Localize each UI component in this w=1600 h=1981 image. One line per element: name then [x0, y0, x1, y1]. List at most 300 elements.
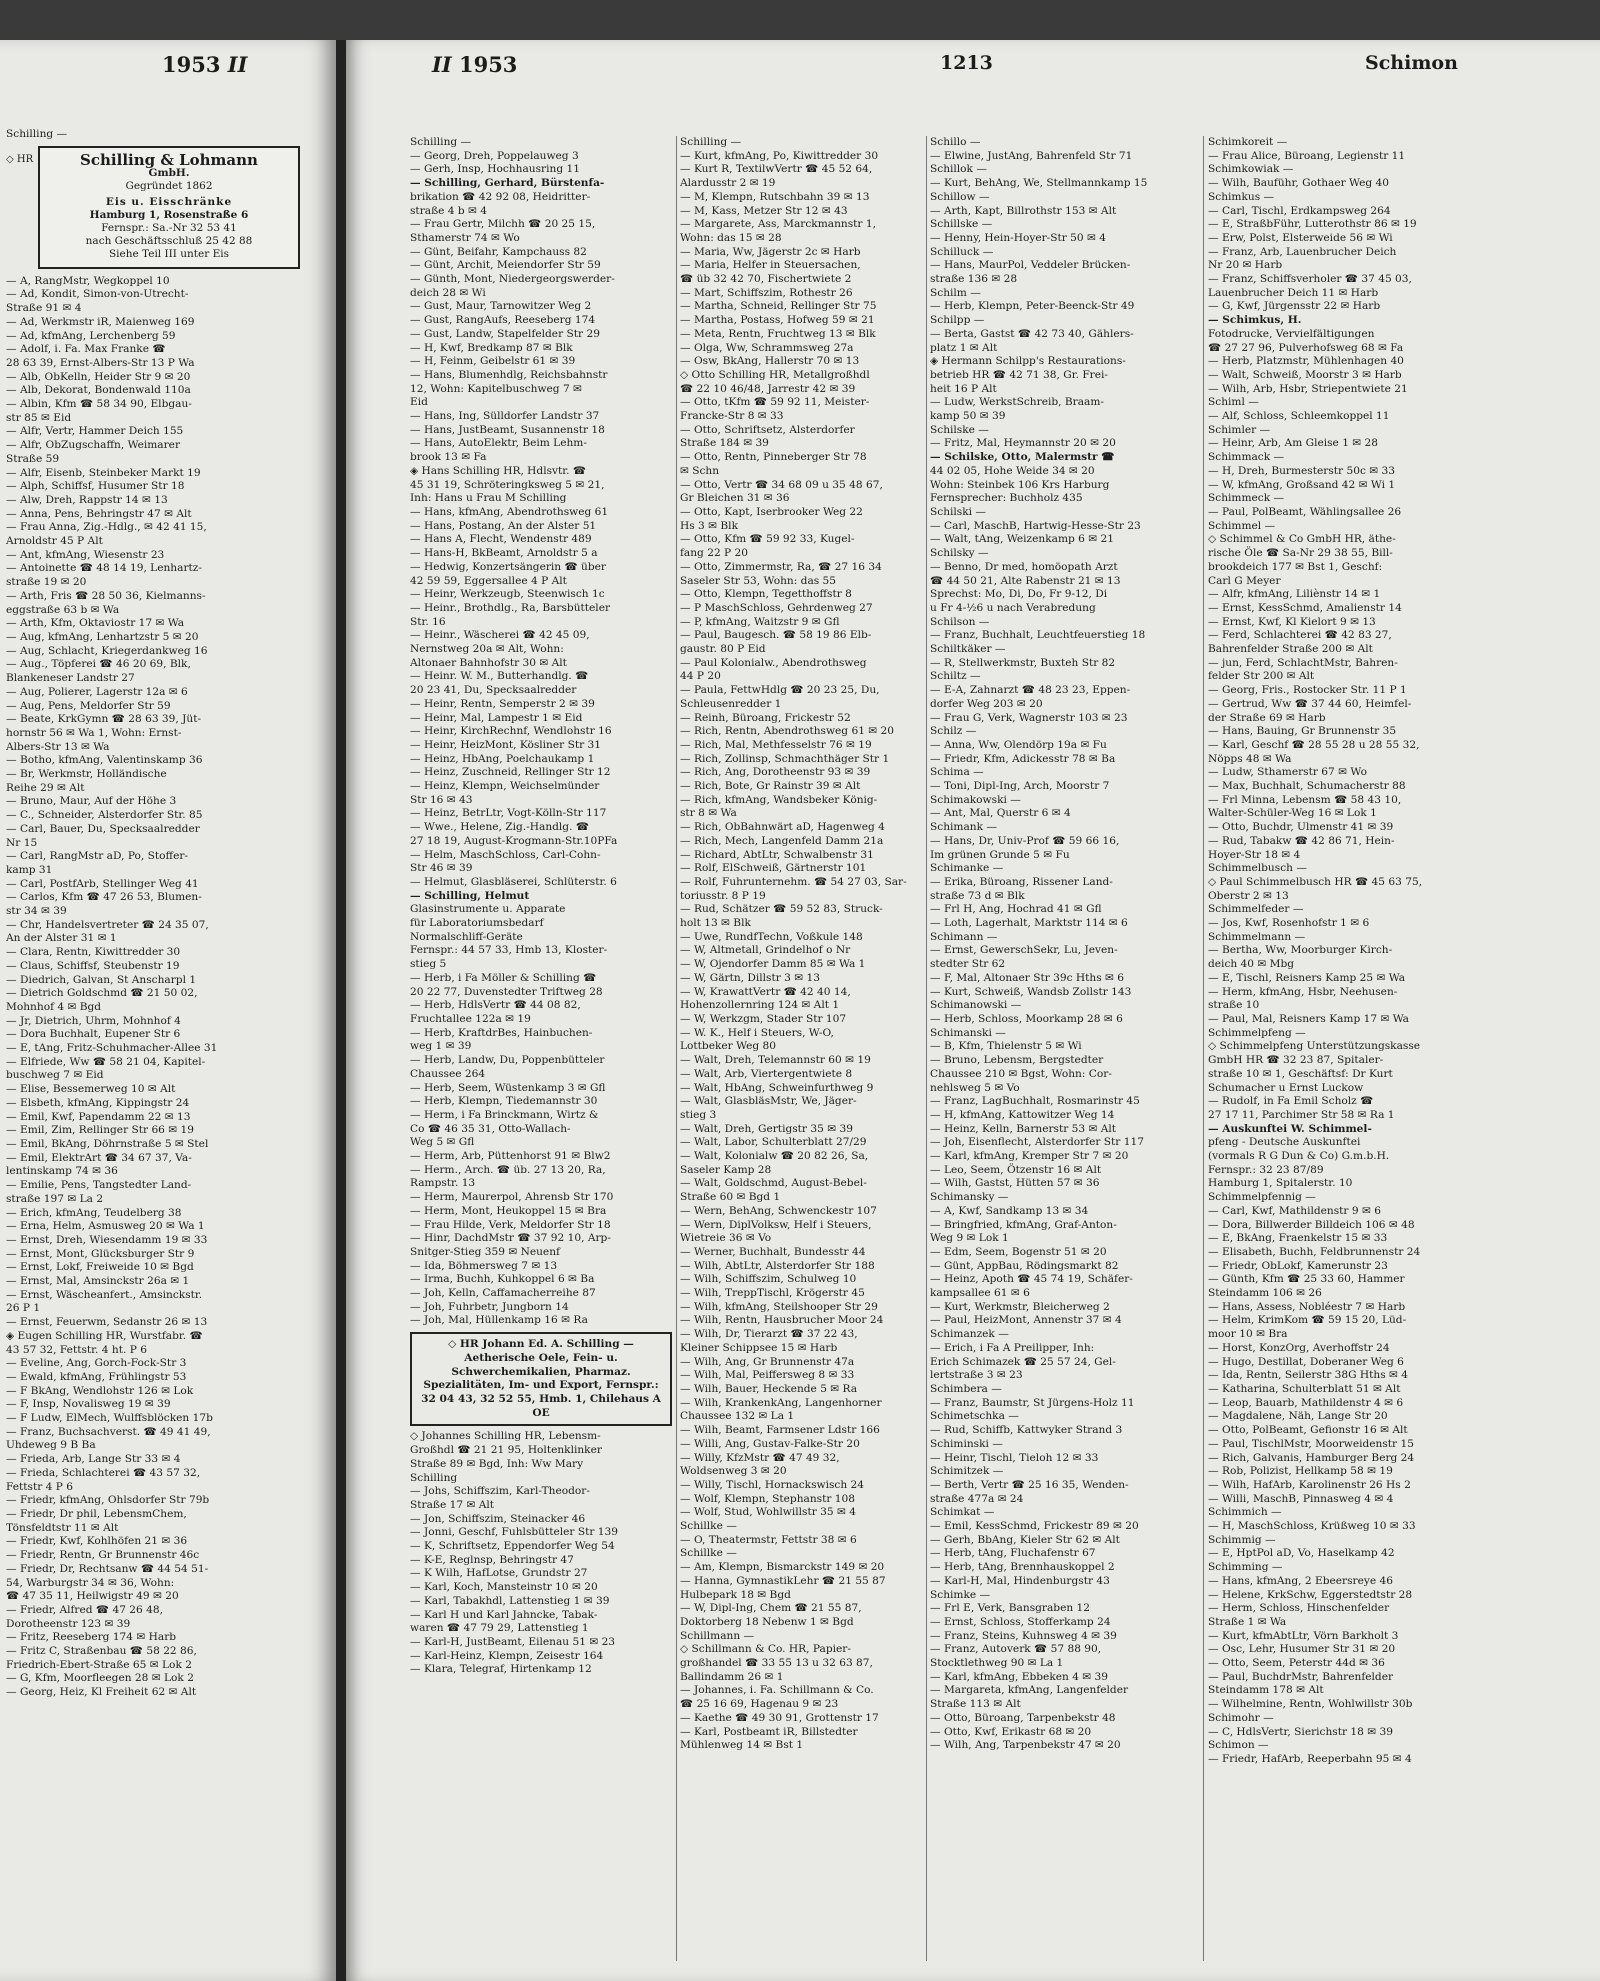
running-head: Schilling —	[6, 128, 68, 140]
rc2-entry: Schiltz —	[930, 670, 981, 683]
rc1-entry: Kleiner Schippsee 15 ✉ Harb	[680, 1341, 838, 1354]
rc0-entry: — Irma, Buchh, Kuhkoppel 6 ✉ Ba	[410, 1273, 595, 1286]
rc2-entry: Weg 9 ✉ Lok 1	[930, 1232, 1009, 1245]
rc3-entry: deich 40 ✉ Mbg	[1208, 958, 1295, 971]
rc2-entry: straße 136 ✉ 28	[930, 273, 1018, 286]
rc0-entry: — Herm, Maurerpol, Ahrensb Str 170	[410, 1191, 614, 1204]
rc3-entry: — Ludw, Sthamerstr 67 ✉ Wo	[1208, 766, 1367, 779]
left-entry: Fettstr 4 P 6	[6, 1480, 74, 1493]
rc2-entry: — Bringfried, kfmAng, Graf-Anton-	[930, 1218, 1117, 1231]
rc1-entry: Schleusenredder 1	[680, 697, 782, 710]
rc3-entry: — Franz, Arb, Lauenbrucher Deich	[1208, 245, 1397, 258]
rc3-entry: — Bertha, Ww, Moorburger Kirch-	[1208, 944, 1393, 957]
rc3-entry: Schumacher u Ernst Luckow	[1208, 1081, 1364, 1094]
rc3-entry: Nöpps 48 ✉ Wa	[1208, 752, 1292, 765]
rc3-entry: — Schimkus, H.	[1208, 314, 1302, 327]
left-entry: — Ernst, Dreh, Wiesendamm 19 ✉ 33	[6, 1233, 208, 1246]
rc0-entry: — H, Feinm, Geibelstr 61 ✉ 39	[410, 355, 576, 368]
rc3-entry: — Ernst, KessSchmd, Amalienstr 14	[1208, 601, 1402, 614]
rc1-entry: Chaussee 132 ✉ La 1	[680, 1410, 795, 1423]
rc0-entry: — Herb, Seem, Wüstenkamp 3 ✉ Gfl	[410, 1081, 606, 1094]
rc2-entry: — Karl, kfmAng, Kremper Str 7 ✉ 20	[930, 1150, 1129, 1163]
rc0-entry: — Jonni, Geschf, Fuhlsbütteler Str 139	[410, 1526, 619, 1539]
left-entry: straße 197 ✉ La 2	[6, 1192, 104, 1205]
rc3-entry: — Paul, PolBeamt, Wählingsallee 26	[1208, 505, 1402, 518]
rc0-entry: Sthamerstr 74 ✉ Wo	[410, 231, 520, 244]
rc1-entry: Schillmann —	[680, 1629, 755, 1642]
left-entry: — Emil, Kwf, Papendamm 22 ✉ 13	[6, 1110, 191, 1123]
rc2-entry: Straße 113 ✉ Alt	[930, 1698, 1021, 1711]
rc3-entry: — Hans, Bauing, Gr Brunnenstr 35	[1208, 725, 1397, 738]
rc1-entry: — P MaschSchloss, Gehrdenweg 27	[680, 601, 873, 614]
rc1-entry: — Walt, Arb, Viertergentwiete 8	[680, 1067, 853, 1080]
rc3-entry: — E, BkAng, Fraenkelstr 15 ✉ 33	[1208, 1232, 1388, 1245]
rc3-entry: — E, Tischl, Reisners Kamp 25 ✉ Wa	[1208, 971, 1406, 984]
rc3-entry: Schimmel —	[1208, 519, 1276, 532]
rc1-entry: — Hanna, GymnastikLehr ☎ 21 55 87	[680, 1574, 886, 1587]
left-entry: str 34 ✉ 39	[6, 905, 67, 918]
left-entry: — E, tAng, Fritz-Schuhmacher-Allee 31	[6, 1042, 218, 1055]
rc0-entry: ◈ Hans Schilling HR, Hdlsvtr. ☎	[410, 464, 587, 477]
rc3-entry: 27 17 11, Parchimer Str 58 ✉ Ra 1	[1208, 1108, 1395, 1121]
rc0-entry: weg 1 ✉ 39	[410, 1040, 472, 1053]
rc1-entry: — Wilh, AbtLtr, Alsterdorfer Str 188	[680, 1259, 875, 1272]
rc1-entry: — Rud, Schätzer ☎ 59 52 83, Struck-	[680, 903, 883, 916]
rc0-entry: Fernspr.: 44 57 33, Hmb 13, Kloster-	[410, 944, 608, 957]
left-entry: — Clara, Rentn, Kiwittredder 30	[6, 946, 181, 959]
rc3-entry: — Alf, Schloss, Schleemkoppel 11	[1208, 410, 1390, 423]
left-entry: — F, Insp, Novalisweg 19 ✉ 39	[6, 1398, 171, 1411]
rc2-entry: Schimkat —	[930, 1506, 995, 1519]
left-entry: — Dietrich Goldschmd ☎ 21 50 02,	[6, 987, 198, 1000]
rc2-entry: — Erich, i Fa A Preilipper, Inh:	[930, 1341, 1095, 1354]
rc2-entry: — Herb, Klempn, Peter-Beenck-Str 49	[930, 300, 1135, 313]
left-entry: — Alb, ObKelln, Heider Str 9 ✉ 20	[6, 370, 191, 383]
rc1-entry: — Paul, Baugesch. ☎ 58 19 86 Elb-	[680, 629, 872, 642]
rc0-entry: Normalschliff-Geräte	[410, 930, 523, 943]
left-entry: — Carl, PostfArb, Stellinger Weg 41	[6, 877, 199, 890]
rc2-entry: — Karl, kfmAng, Ebbeken 4 ✉ 39	[930, 1670, 1109, 1683]
left-entry: — G, Kfm, Moorfleegen 28 ✉ Lok 2	[6, 1672, 194, 1685]
rc0-entry: Großhdl ☎ 21 21 95, Holtenklinker	[410, 1444, 602, 1457]
rc0-entry: 42 59 59, Eggersallee 4 P Alt	[410, 574, 567, 587]
rc2-entry: — Heinz, Apoth ☎ 45 74 19, Schäfer-	[930, 1273, 1133, 1286]
rc3-entry: Bahrenfelder Straße 200 ✉ Alt	[1208, 643, 1373, 656]
rc3-entry: Schimmelbusch —	[1208, 862, 1307, 875]
rc0-entry: — Hans-H, BkBeamt, Arnoldstr 5 a	[410, 547, 598, 560]
rc1-entry: — Otto, Schriftsetz, Alsterdorfer	[680, 423, 855, 436]
rc3-entry: — Dora, Billwerder Billdeich 106 ✉ 48	[1208, 1218, 1415, 1231]
rc3-entry: Schimmelpfennig —	[1208, 1191, 1316, 1204]
left-entry: — Alfr, Vertr, Hammer Deich 155	[6, 425, 184, 438]
rc3-entry: Schiml —	[1208, 396, 1259, 409]
rc3-entry: — E, HptPol aD, Vo, Haselkamp 42	[1208, 1547, 1395, 1560]
rc2-entry: — E-A, Zahnarzt ☎ 48 23 23, Eppen-	[930, 684, 1131, 697]
rc0-entry: — Schilling, Gerhard, Bürstenfa-	[410, 177, 605, 190]
rc1-entry: Doktorberg 18 Nebenw 1 ✉ Bgd	[680, 1615, 854, 1628]
rc0-entry: — Heinr, Werkzeugb, Steenwisch 1c	[410, 588, 605, 601]
rc3-entry: — Franz, Schiffsverholer ☎ 37 45 03,	[1208, 273, 1412, 286]
left-entry: — Eveline, Ang, Gorch-Fock-Str 3	[6, 1357, 187, 1370]
rc1-entry: — Wilh, kfmAng, Steilshooper Str 29	[680, 1300, 878, 1313]
rc2-entry: — Walt, tAng, Weizenkamp 6 ✉ 21	[930, 533, 1114, 546]
rc0-entry: — Klara, Telegraf, Hirtenkamp 12	[410, 1663, 592, 1676]
rc1-entry: — Kurt, kfmAng, Po, Kiwittredder 30	[680, 149, 879, 162]
left-entry: — Jr, Dietrich, Uhrm, Mohnhof 4	[6, 1014, 181, 1027]
rc2-entry: straße 477a ✉ 24	[930, 1492, 1024, 1505]
left-entry: — Ernst, Mal, Amsinckstr 26a ✉ 1	[6, 1275, 190, 1288]
rc1-entry: Woldsenweg 3 ✉ 20	[680, 1465, 787, 1478]
rc3-entry: — Rud, Tabakw ☎ 42 86 71, Hein-	[1208, 834, 1395, 847]
left-entry: — Beate, KrkGymn ☎ 28 63 39, Jüt-	[6, 713, 202, 726]
rc0-entry: — Hans, Blumenhdlg, Reichsbahnstr	[410, 368, 608, 381]
left-entry: — Georg, Heiz, Kl Freiheit 62 ✉ Alt	[6, 1686, 197, 1699]
rc1-entry: — Wilh, Beamt, Farmsener Ldstr 166	[680, 1424, 880, 1437]
right-column-1	[410, 136, 672, 1966]
rc2-entry: — Edm, Seem, Bogenstr 51 ✉ 20	[930, 1245, 1107, 1258]
rc1-entry: — Wolf, Klempn, Stephanstr 108	[680, 1492, 856, 1505]
right-column-4	[1208, 136, 1444, 1966]
rc0-entry: ◇ HR Johann Ed. A. Schilling — Aetherische Oele, Fein- u. Schwerchemikalien, Pharmaz. Spezialitäten, Im- und Export, Fernspr.: 32 04 43, 32 52 55, Hmb. 1, Chilehaus A OE	[410, 1332, 672, 1426]
rc3-entry: — Herb, Platzmstr, Mühlenhagen 40	[1208, 355, 1404, 368]
rc1-entry: — Willi, Ang, Gustav-Falke-Str 20	[680, 1437, 860, 1450]
rc3-entry: — Hugo, Destillat, Doberaner Weg 6	[1208, 1355, 1404, 1368]
rc3-entry: — Wilh, Bauführ, Gothaer Weg 40	[1208, 177, 1389, 190]
rc1-entry: Gr Bleichen 31 ✉ 36	[680, 492, 790, 505]
rc3-entry: — Leop, Bauarb, Mathildenstr 4 ✉ 6	[1208, 1396, 1404, 1409]
rc2-entry: Schimanke —	[930, 862, 1004, 875]
left-entry: — Ad, Kondit, Simon-von-Utrecht-	[6, 288, 189, 301]
rc2-entry: Schimke —	[930, 1588, 991, 1601]
rc3-entry: — Ferd, Schlachterei ☎ 42 83 27,	[1208, 629, 1392, 642]
rc2-entry: — H, kfmAng, Kattowitzer Weg 14	[930, 1108, 1115, 1121]
rc1-entry: — Kaethe ☎ 49 30 91, Grottenstr 17	[680, 1711, 879, 1724]
left-entry: — Aug, kfmAng, Lenhartzstr 5 ✉ 20	[6, 630, 199, 643]
rc1-entry: — Kurt R, TextilwVertr ☎ 45 52 64,	[680, 163, 873, 176]
rc0-entry: Snitger-Stieg 359 ✉ Neuenf	[410, 1245, 560, 1258]
rc3-entry: — Osc, Lehr, Husumer Str 31 ✉ 20	[1208, 1643, 1396, 1656]
ad-title: Schilling & Lohmann	[80, 150, 258, 169]
rc2-entry: lertstraße 3 ✉ 23	[930, 1369, 1023, 1382]
rc3-entry: Schimkowiak —	[1208, 163, 1294, 176]
rc3-entry: — Jos, Kwf, Rosenhofstr 1 ✉ 6	[1208, 917, 1370, 930]
rc2-entry: Schimanski —	[930, 1026, 1006, 1039]
rc2-entry: — Leo, Seem, Ötzenstr 16 ✉ Alt	[930, 1163, 1102, 1176]
rc0-entry: deich 28 ✉ Wi	[410, 286, 486, 299]
rc2-entry: Schilsky —	[930, 547, 989, 560]
rc3-entry: — Paul, BuchdrMstr, Bahrenfelder	[1208, 1670, 1394, 1683]
rc2-entry: — Herb, tAng, Fluchafenstr 67	[930, 1547, 1096, 1560]
rc2-entry: Stocktlethweg 90 ✉ La 1	[930, 1657, 1064, 1670]
rc3-entry: — Helene, KrkSchw, Eggerstedtstr 28	[1208, 1588, 1413, 1601]
rc0-entry: — Herm, Mont, Heukoppel 15 ✉ Bra	[410, 1204, 607, 1217]
rc3-entry: Walter-Schüler-Weg 16 ✉ Lok 1	[1208, 807, 1377, 820]
rc3-entry: — Ida, Rentn, Seilerstr 38G Hths ✉ 4	[1208, 1369, 1409, 1382]
rc2-entry: — Franz, Autoverk ☎ 57 88 90,	[930, 1643, 1102, 1656]
rc3-entry: straße 10 ✉ 1, Geschäftsf: Dr Kurt	[1208, 1067, 1393, 1080]
rc1-entry: Ballindamm 26 ✉ 1	[680, 1670, 784, 1683]
rc3-entry: — Magdalene, Näh, Lange Str 20	[1208, 1410, 1388, 1423]
rc2-entry: Schimitzek —	[930, 1465, 1004, 1478]
rc0-entry: — Heinr, Rentn, Semperstr 2 ✉ 39	[410, 697, 595, 710]
rc0-entry: Eid	[410, 396, 428, 409]
rc1-entry: Francke-Str 8 ✉ 33	[680, 410, 784, 423]
left-entry: — Aug., Töpferei ☎ 46 20 69, Blk,	[6, 658, 191, 671]
rc3-entry: — Rudolf, in Fa Emil Scholz ☎	[1208, 1095, 1374, 1108]
rc3-entry: — Otto, Buchdr, Ulmenstr 41 ✉ 39	[1208, 821, 1394, 834]
rc3-entry: Fernspr.: 32 23 87/89	[1208, 1163, 1324, 1176]
rc2-entry: Im grünen Grunde 5 ✉ Fu	[930, 848, 1070, 861]
rc0-entry: 45 31 19, Schröteringksweg 5 ✉ 21,	[410, 478, 605, 491]
rc3-entry: — Wilh, Arb, Hsbr, Striepentwiete 21	[1208, 382, 1408, 395]
rc1-entry: ☎ 25 16 69, Hagenau 9 ✉ 23	[680, 1698, 839, 1711]
rc2-entry: — Otto, Büroang, Tarpenbekstr 48	[930, 1711, 1116, 1724]
rc1-entry: Schillke —	[680, 1547, 737, 1560]
rc0-entry: — Herb, i Fa Möller & Schilling ☎	[410, 971, 597, 984]
left-entry: straße 19 ✉ 20	[6, 576, 87, 589]
left-entry: — Friedr, kfmAng, Ohlsdorfer Str 79b	[6, 1494, 210, 1507]
rc0-entry: — Karl-H, JustBeamt, Eilenau 51 ✉ 23	[410, 1635, 616, 1648]
rc3-entry: Straße 1 ✉ Wa	[1208, 1615, 1287, 1628]
rc3-entry: der Straße 69 ✉ Harb	[1208, 711, 1326, 724]
rc2-entry: — A, Kwf, Sandkamp 13 ✉ 34	[930, 1204, 1089, 1217]
rc1-entry: — Wilh, Ang, Gr Brunnenstr 47a	[680, 1355, 855, 1368]
rc2-entry: — Hans, Dr, Univ-Prof ☎ 59 66 16,	[930, 834, 1120, 847]
rc0-entry: Straße 17 ✉ Alt	[410, 1498, 494, 1511]
rc3-entry: — G, Kwf, Jürgensstr 22 ✉ Harb	[1208, 300, 1381, 313]
rc2-entry: — F, Mal, Altonaer Str 39c Hths ✉ 6	[930, 971, 1125, 984]
rc2-entry: dorfer Weg 203 ✉ 20	[930, 697, 1043, 710]
rc3-entry: Schimmig —	[1208, 1533, 1276, 1546]
rc0-entry: — Hinr, DachdMstr ☎ 37 92 10, Arp-	[410, 1232, 611, 1245]
rc2-entry: Schimanowski —	[930, 999, 1022, 1012]
rc0-entry: — Heinz, HbAng, Poelchaukamp 1	[410, 752, 595, 765]
ad-products: Eis u. Eisschränke	[105, 195, 233, 208]
rc0-entry: — Heinr, Mal, Lampestr 1 ✉ Eid	[410, 711, 583, 724]
left-entry: — Elsbeth, kfmAng, Kippingstr 24	[6, 1096, 190, 1109]
rc0-entry: 12, Wohn: Kapitelbuschweg 7 ✉	[410, 382, 582, 395]
column-rule-3	[1203, 136, 1204, 1961]
right-header-year: 1953	[458, 52, 518, 77]
right-column-2	[680, 136, 922, 1966]
rc1-entry: großhandel ☎ 33 55 13 u 32 63 87,	[680, 1657, 873, 1670]
rc3-entry: ☎ 27 27 96, Pulverhofsweg 68 ✉ Fa	[1208, 341, 1404, 354]
rc1-entry: — W, Werkzgm, Stader Str 107	[680, 1013, 847, 1025]
ad-subtitle: GmbH.	[148, 166, 190, 179]
left-column	[6, 128, 332, 1968]
rc0-entry: für Laboratoriumsbedarf	[410, 917, 544, 930]
left-entry: — Alph, Schiffsf, Husumer Str 18	[6, 480, 185, 493]
right-page-header-left	[432, 52, 517, 77]
rc2-entry: — Loth, Lagerhalt, Marktstr 114 ✉ 6	[930, 917, 1128, 930]
right-column-4-entries	[1208, 136, 1444, 1767]
rc2-entry: — Ernst, Schloss, Stofferkamp 24	[930, 1615, 1111, 1628]
rc3-entry: — Elisabeth, Buchh, Feldbrunnenstr 24	[1208, 1245, 1421, 1258]
rc1-entry: — Willy, Tischl, Hornackswisch 24	[680, 1478, 865, 1491]
rc0-entry: — Gust, RangAufs, Reeseberg 174	[410, 314, 596, 327]
rc1-entry: Mühlenweg 14 ✉ Bst 1	[680, 1739, 804, 1752]
left-entry: Nr 15	[6, 836, 38, 849]
rc2-entry: — Friedr, Kfm, Adickesstr 78 ✉ Ba	[930, 752, 1116, 765]
rc0-entry: — Hedwig, Konzertsängerin ☎ über	[410, 560, 606, 573]
rc1-entry: — Wolf, Stud, Wohlwillstr 35 ✉ 4	[680, 1506, 856, 1519]
rc2-entry: — Margareta, kfmAng, Langenfelder	[930, 1684, 1129, 1697]
rc2-entry: — Franz, Baumstr, St Jürgens-Holz 11	[930, 1396, 1135, 1409]
left-entry: — Albin, Kfm ☎ 58 34 90, Elbgau-	[6, 398, 192, 411]
left-entry: — Br, Werkmstr, Holländische	[6, 768, 167, 781]
rc0-entry: — Schilling, Helmut	[410, 889, 530, 902]
rc0-entry: Nernstweg 20a ✉ Alt, Wohn:	[410, 643, 564, 656]
rc0-entry: — Günt, Beifahr, Kampchauss 82	[410, 245, 587, 258]
left-entry: Arnoldstr 45 P Alt	[6, 535, 103, 548]
rc2-entry: Schillow —	[930, 190, 990, 203]
rc0-entry: — Hans, kfmAng, Abendrothsweg 61	[410, 505, 609, 518]
rc1-entry: — Otto, tKfm ☎ 59 92 11, Meister-	[680, 396, 870, 409]
rc0-entry: — Herb, Landw, Du, Poppenbütteler	[410, 1054, 605, 1067]
rc2-entry: — Franz, Buchhalt, Leuchtfeuerstieg 18	[930, 629, 1146, 642]
rc2-entry: — Emil, KessSchmd, Frickestr 89 ✉ 20	[930, 1520, 1139, 1533]
rc1-entry: — P, kfmAng, Waitzstr 9 ✉ Gfl	[680, 615, 840, 628]
rc0-entry: — Helmut, Glasbläserei, Schlüterstr. 6	[410, 875, 617, 888]
left-entry: — Ewald, kfmAng, Frühlingstr 53	[6, 1370, 187, 1383]
rc1-entry: Hohenzollernring 124 ✉ Alt 1	[680, 999, 840, 1012]
rc3-entry: — Katharina, Schulterblatt 51 ✉ Alt	[1208, 1382, 1401, 1395]
rc1-entry: — Walt, Goldschmd, August-Bebel-	[680, 1177, 867, 1190]
rc0-entry: — Heinr., Wäscherei ☎ 42 45 09,	[410, 629, 590, 642]
page-gutter	[336, 40, 346, 1981]
left-entry: hornstr 56 ✉ Wa 1, Wohn: Ernst-	[6, 726, 182, 739]
rc2-entry: stedter Str 62	[930, 958, 1006, 971]
rc1-entry: — Werner, Buchhalt, Bundesstr 44	[680, 1245, 866, 1258]
rc0-entry: — Heinr, KirchRechnf, Wendlohstr 16	[410, 725, 612, 738]
left-entry: Albers-Str 13 ✉ Wa	[6, 740, 110, 753]
left-entry: — F BkAng, Wendlohstr 126 ✉ Lok	[6, 1384, 194, 1397]
rc3-entry: Schimmeck —	[1208, 492, 1285, 505]
rc3-entry: — jun, Ferd, SchlachtMstr, Bahren-	[1208, 656, 1398, 669]
left-entry: — Alfr, ObZugschaffn, Weimarer	[6, 439, 181, 452]
left-entry: — Frieda, Schlachterei ☎ 43 57 32,	[6, 1466, 201, 1479]
rc1-entry: — Wilh, Dr, Tierarzt ☎ 37 22 43,	[680, 1328, 858, 1341]
rc1-entry: fang 22 P 20	[680, 547, 749, 560]
rc1-entry: — Otto, Vertr ☎ 34 68 09 u 35 48 67,	[680, 478, 883, 491]
page-catchword: Schimon	[1365, 52, 1458, 74]
rc1-entry: — M, Klempn, Rutschbahn 39 ✉ 13	[680, 190, 870, 203]
ad-block-wrapper	[6, 146, 332, 269]
rc1-entry: — Wilh, Rentn, Hausbrucher Moor 24	[680, 1314, 884, 1327]
rc0-entry: — Frau Gertr, Milchh ☎ 20 25 15,	[410, 218, 596, 231]
rc3-entry: — Georg, Fris., Rostocker Str. 11 P 1	[1208, 684, 1407, 697]
rc2-entry: — Berta, Gastst ☎ 42 73 40, Gählers-	[930, 327, 1134, 340]
rc2-entry: Schilson —	[930, 615, 990, 628]
rc2-entry: Schilluck —	[930, 245, 994, 258]
rc0-entry: 20 22 77, Duvenstedter Triftweg 28	[410, 985, 603, 998]
rc1-entry: — M, Kass, Metzer Str 12 ✉ 43	[680, 204, 848, 217]
rc2-entry: — Wilh, Gastst, Hütten 57 ✉ 36	[930, 1177, 1100, 1190]
left-entry: Tönsfeldtstr 11 ✉ Alt	[6, 1521, 119, 1534]
rc3-entry: — Hans, kfmAng, 2 Ebeersreye 46	[1208, 1574, 1393, 1587]
rc3-entry: — C, HdlsVertr, Sierichstr 18 ✉ 39	[1208, 1725, 1393, 1738]
rc1-entry: — Rich, Mal, Methfesselstr 76 ✉ 19	[680, 738, 872, 751]
left-entry: — Aug, Pens, Meldorfer Str 59	[6, 699, 171, 712]
rc0-entry: Str. 16	[410, 615, 446, 628]
left-entry: — Frieda, Arb, Lange Str 33 ✉ 4	[6, 1453, 181, 1466]
rc2-entry: — Frl E, Verk, Bansgraben 12	[930, 1602, 1091, 1615]
rc2-entry: — Erika, Büroang, Rissener Land-	[930, 875, 1113, 888]
rc1-entry: ◇ Schillmann & Co. HR, Papier-	[680, 1643, 851, 1656]
rc2-entry: Schillske —	[930, 218, 993, 231]
rc3-entry: — Willi, MaschB, Pinnasweg 4 ✉ 4	[1208, 1492, 1394, 1505]
rc2-entry: Fernsprecher: Buchholz 435	[930, 492, 1083, 505]
rc1-entry: — Wilh, Bauer, Heckende 5 ✉ Ra	[680, 1382, 858, 1395]
rc3-entry: Schimler —	[1208, 423, 1271, 436]
rc1-entry: — Rich, Ang, Dorotheenstr 93 ✉ 39	[680, 766, 871, 779]
rc1-entry: — Walt, Dreh, Gertigstr 35 ✉ 39	[680, 1122, 853, 1135]
rc0-entry: — Herb, KraftdrBes, Hainbuchen-	[410, 1026, 593, 1039]
ad-see-reference: Siehe Teil III unter Eis	[108, 247, 230, 260]
rc2-entry: Schilski —	[930, 505, 986, 518]
rc1-entry: — Wilh, KrankenkAng, Langenhorner	[680, 1396, 882, 1409]
ad-schilling-lohmann	[38, 146, 300, 269]
left-entry: — Arth, Kfm, Oktaviostr 17 ✉ Wa	[6, 617, 185, 630]
rc2-entry: — Ernst, GewerschSekr, Lu, Jeven-	[930, 944, 1118, 957]
rc0-entry: — Heinz, Klempn, Weichselmünder	[410, 780, 600, 793]
left-entry: — Aug, Schlacht, Kriegerdankweg 16	[6, 644, 208, 657]
rc1-entry: — Rolf, ElSchweiß, Gärtnerstr 101	[680, 862, 867, 875]
rc1-entry: — Maria, Helfer in Steuersachen,	[680, 259, 861, 272]
rc3-entry: — Alfr, kfmAng, Liliènstr 14 ✉ 1	[1208, 588, 1381, 601]
rc3-entry: Schimkus —	[1208, 190, 1275, 203]
rc2-entry: Schimanzek —	[930, 1328, 1009, 1341]
rc3-entry: GmbH HR ☎ 32 23 87, Spitaler-	[1208, 1054, 1384, 1067]
rc3-entry: — Karl, Geschf ☎ 28 55 28 u 28 55 32,	[1208, 738, 1420, 751]
rc1-entry: — W, KrawattVertr ☎ 42 40 14,	[680, 985, 851, 998]
rc0-entry: 20 23 41, Du, Specksaalredder	[410, 684, 577, 697]
rc3-entry: Nr 20 ✉ Harb	[1208, 259, 1283, 272]
rc1-entry: — W. K., Helf i Steuers, W-O,	[680, 1026, 834, 1039]
rc1-entry: — Am, Klempn, Bismarckstr 149 ✉ 20	[680, 1561, 885, 1574]
rc2-entry: — Wilh, Ang, Tarpenbekstr 47 ✉ 20	[930, 1739, 1121, 1752]
rc0-entry: Schilling —	[410, 136, 472, 148]
rc1-entry: — Martha, Schneid, Rellinger Str 75	[680, 300, 877, 313]
rc3-entry: — Hans, Assess, Nobléestr 7 ✉ Harb	[1208, 1300, 1406, 1313]
rc0-entry: Glasinstrumente u. Apparate	[410, 903, 566, 916]
rc0-entry: — Herm, Arb, Püttenhorst 91 ✉ Blw2	[410, 1150, 611, 1163]
rc0-entry: — Karl H und Karl Jahncke, Tabak-	[410, 1608, 598, 1621]
rc3-entry: — Erw, Polst, Elsterweide 56 ✉ Wi	[1208, 231, 1393, 244]
rc1-entry: — Meta, Rentn, Fruchtweg 13 ✉ Blk	[680, 327, 876, 340]
left-entry: — Ernst, Wäscheanfert., Amsinckstr.	[6, 1288, 203, 1301]
rc1-entry: — Margarete, Ass, Marckmannstr 1,	[680, 218, 876, 231]
rc3-entry: — E, StraßbFühr, Lutterothstr 86 ✉ 19	[1208, 218, 1417, 231]
rc1-entry: Hulbepark 18 ✉ Bgd	[680, 1588, 791, 1601]
rc1-entry: — Wilh, Mal, Peiffersweg 8 ✉ 33	[680, 1369, 855, 1382]
left-page-header	[162, 52, 247, 77]
left-entry: Straße 91 ✉ 4	[6, 302, 82, 315]
ad-phone-after-hours: nach Geschäftsschluß 25 42 88	[85, 234, 253, 247]
rc2-entry: — Ludw, WerkstSchreib, Braam-	[930, 396, 1104, 409]
rc3-entry: — Auskunftei W. Schimmel-	[1208, 1122, 1372, 1135]
rc3-entry: ◇ Paul Schimmelbusch HR ☎ 45 63 75,	[1208, 875, 1423, 888]
rc0-entry: — Johs, Schiffszim, Karl-Theodor-	[410, 1485, 590, 1498]
rc1-entry: Schillke —	[680, 1520, 737, 1533]
rc0-entry: brikation ☎ 42 92 08, Heidritter-	[410, 190, 591, 203]
rc3-entry: felder Str 200 ✉ Alt	[1208, 670, 1315, 683]
rc2-entry: Schima —	[930, 766, 984, 779]
rc0-entry: ◇ Johannes Schilling HR, Lebensm-	[410, 1430, 601, 1443]
rc0-entry: Altonaer Bahnhofstr 30 ✉ Alt	[410, 656, 567, 669]
rc2-entry: Schiminski —	[930, 1437, 1003, 1450]
rc2-entry: — Berth, Vertr ☎ 25 16 35, Wenden-	[930, 1478, 1129, 1491]
